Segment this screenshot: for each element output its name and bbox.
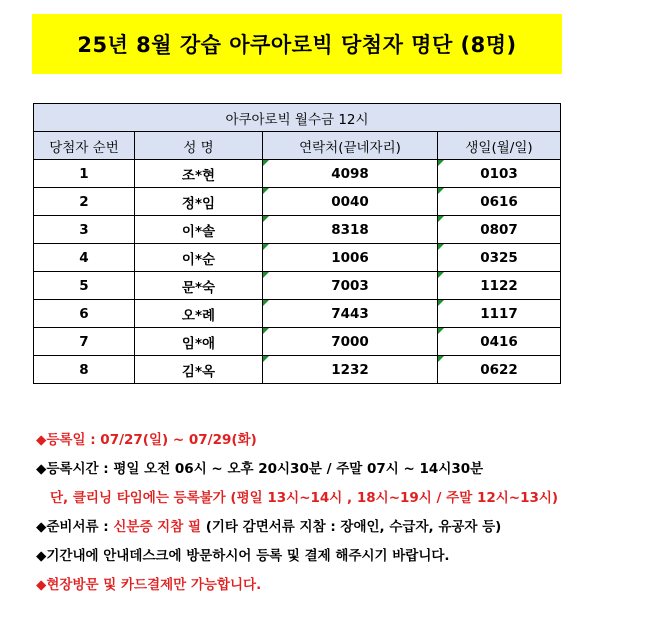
table-row bbox=[34, 356, 561, 384]
cell-rank: 8 bbox=[34, 356, 135, 384]
cell-rank: 1 bbox=[34, 160, 135, 188]
cell-name: 오*례 bbox=[135, 300, 263, 328]
cell-rank: 4 bbox=[34, 244, 135, 272]
cell-name: 김*옥 bbox=[135, 356, 263, 384]
table-row bbox=[34, 300, 561, 328]
required-documents bbox=[36, 513, 636, 542]
cell-birthday: 0616 bbox=[438, 188, 561, 216]
page-title: 25년 8월 강습 아쿠아로빅 당첨자 명단 (8명) bbox=[32, 14, 562, 74]
cell-name: 임*애 bbox=[135, 328, 263, 356]
onsite-payment-notice: ◆현장방문 및 카드결제만 가능합니다. bbox=[36, 577, 262, 593]
cell-rank: 7 bbox=[34, 328, 135, 356]
header-phone: 연락처(끝네자리) bbox=[263, 132, 438, 160]
cell-birthday: 0103 bbox=[438, 160, 561, 188]
cell-name: 이*순 bbox=[135, 244, 263, 272]
cell-birthday: 0416 bbox=[438, 328, 561, 356]
cleaning-time-notice: 단, 클리닝 타임에는 등록불가 (평일 13시~14시 , 18시~19시 / 주말 12시~13시) bbox=[50, 490, 559, 506]
table-caption: 아쿠아로빅 월수금 12시 bbox=[34, 104, 561, 132]
table-row bbox=[34, 272, 561, 300]
notice-section bbox=[36, 426, 636, 600]
table-row bbox=[34, 160, 561, 188]
table-row bbox=[34, 188, 561, 216]
cell-phone: 1232 bbox=[263, 356, 438, 384]
cell-phone: 4098 bbox=[263, 160, 438, 188]
cell-phone: 1006 bbox=[263, 244, 438, 272]
documents-required: 신분증 지참 필 bbox=[113, 519, 202, 535]
visit-instructions: ◆기간내에 안내데스크에 방문하시어 등록 및 결제 해주시기 바랍니다. bbox=[36, 548, 450, 564]
cell-phone: 8318 bbox=[263, 216, 438, 244]
header-name: 성 명 bbox=[135, 132, 263, 160]
table-row bbox=[34, 244, 561, 272]
cell-phone: 7000 bbox=[263, 328, 438, 356]
registration-date: ◆등록일 : 07/27(일) ~ 07/29(화) bbox=[36, 432, 257, 448]
winners-table bbox=[33, 103, 561, 384]
cell-phone: 7003 bbox=[263, 272, 438, 300]
cell-phone: 0040 bbox=[263, 188, 438, 216]
cell-birthday: 0325 bbox=[438, 244, 561, 272]
cell-birthday: 0622 bbox=[438, 356, 561, 384]
cell-name: 조*현 bbox=[135, 160, 263, 188]
header-rank: 당첨자 순번 bbox=[34, 132, 135, 160]
registration-hours: ◆등록시간 : 평일 오전 06시 ~ 오후 20시30분 / 주말 07시 ~ 14시30분 bbox=[36, 461, 484, 477]
cell-rank: 6 bbox=[34, 300, 135, 328]
cell-birthday: 1117 bbox=[438, 300, 561, 328]
documents-prefix: ◆준비서류 : bbox=[36, 519, 114, 535]
table-row bbox=[34, 216, 561, 244]
cell-birthday: 1122 bbox=[438, 272, 561, 300]
cell-rank: 2 bbox=[34, 188, 135, 216]
cell-rank: 5 bbox=[34, 272, 135, 300]
table-header-row bbox=[34, 132, 561, 160]
documents-extra: (기타 감면서류 지참 : 장애인, 수급자, 유공자 등) bbox=[201, 519, 502, 535]
header-birthday: 생일(월/일) bbox=[438, 132, 561, 160]
table-row bbox=[34, 328, 561, 356]
cell-name: 이*솔 bbox=[135, 216, 263, 244]
cell-phone: 7443 bbox=[263, 300, 438, 328]
cell-name: 문*숙 bbox=[135, 272, 263, 300]
cell-rank: 3 bbox=[34, 216, 135, 244]
cell-name: 정*임 bbox=[135, 188, 263, 216]
cell-birthday: 0807 bbox=[438, 216, 561, 244]
